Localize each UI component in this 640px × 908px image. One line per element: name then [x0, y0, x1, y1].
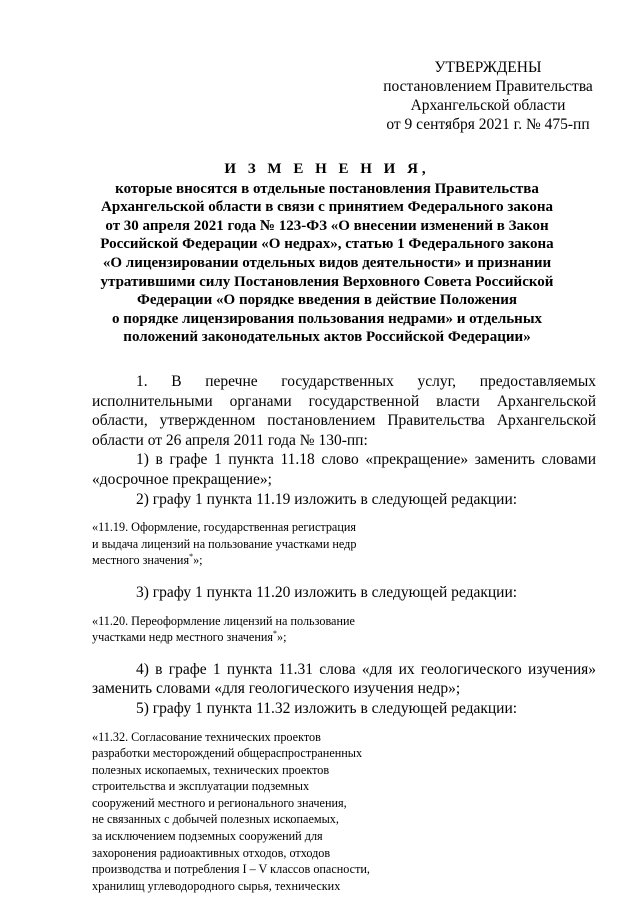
quote-line: «11.20. Переоформление лицензий на пользование — [92, 613, 355, 628]
quote-line: разработки месторождений общераспространенных — [92, 746, 363, 761]
document-title — [80, 160, 574, 347]
approved-line: Архангельской области — [410, 97, 566, 114]
quote-line: производства и потребления I – V классов опасности, — [92, 862, 370, 877]
quote-line: сооружений местного и регионального значения, — [92, 795, 347, 810]
footnote-mark: * — [272, 629, 277, 639]
approved-date-number: от 9 сентября 2021 г. № 475-пп — [386, 116, 590, 133]
item-5: 5) графу 1 пункта 11.32 изложить в следующей редакции: — [136, 699, 518, 717]
quote-11-19 — [92, 519, 596, 569]
title-line: «О лицензировании отдельных видов деятельности» и признании — [102, 254, 552, 271]
title-line: Архангельской области в связи с принятием Федерального закона — [101, 199, 553, 216]
quote-line: захоронения радиоактивных отходов, отходов — [92, 845, 331, 860]
item-3: 3) графу 1 пункта 11.20 изложить в следующей редакции: — [136, 583, 518, 601]
approved-line: постановлением Правительства — [383, 78, 593, 95]
quote-line: «11.19. Оформление, государственная регистрация — [92, 520, 356, 535]
quote-11-20 — [92, 613, 596, 646]
document-body — [92, 372, 596, 908]
quote-line: и выдача лицензий на пользование участками недр — [92, 536, 357, 551]
title-line: от 30 апреля 2021 года № 123-ФЗ «О внесении изменений в Закон — [105, 217, 549, 234]
quote-line: строительства и эксплуатации подземных — [92, 779, 310, 794]
approval-stamp — [372, 58, 604, 134]
approved-heading: УТВЕРЖДЕНЫ — [434, 59, 542, 76]
title-caps: И З М Е Н Е Н И Я, — [224, 161, 430, 177]
quote-line: не связанных с добычей полезных ископаемых, — [92, 812, 339, 827]
title-line: Федерации «О порядке введения в действие Положения — [136, 292, 518, 309]
title-line: положений законодательных актов Российской Федерации» — [123, 329, 531, 346]
item-2: 2) графу 1 пункта 11.19 изложить в следующей редакции: — [136, 490, 518, 508]
title-line: о порядке лицензирования пользования недрами» и отдельных — [111, 310, 543, 327]
title-line: Российской Федерации «О недрах», статью 1 Федерального закона — [100, 236, 554, 253]
paragraph-1: 1. В перечне государственных услуг, предоставляемых исполнительными органами государственной власти Архангельской области, утвержденном постановлением Правительства Архангельской области от 26 апреля 2011 года № 130-пп: — [92, 373, 596, 449]
quote-11-32 — [92, 729, 596, 895]
item-4: 4) в графе 1 пункта 11.31 слова «для их геологического изучения» заменить словами «для геологического изучения недр»; — [92, 660, 596, 698]
footnote-mark: * — [189, 552, 194, 562]
title-line: которые вносятся в отдельные постановления Правительства — [115, 180, 539, 197]
quote-line: местного значения — [92, 553, 190, 568]
quote-end: »; — [276, 630, 287, 645]
title-line: утратившими силу Постановления Верховного Совета Российской — [100, 273, 554, 290]
quote-line: «11.32. Согласование технических проектов — [92, 729, 321, 744]
quote-line: полезных ископаемых, технических проектов — [92, 762, 330, 777]
quote-line: хранилищ углеводородного сырья, технических — [92, 878, 341, 893]
quote-line: за исключением подземных сооружений для — [92, 829, 323, 844]
quote-end: »; — [193, 553, 203, 568]
quote-line: участками недр местного значения — [92, 630, 273, 645]
item-1: 1) в графе 1 пункта 11.18 слово «прекращение» заменить словами «досрочное прекращение»; — [92, 451, 596, 488]
